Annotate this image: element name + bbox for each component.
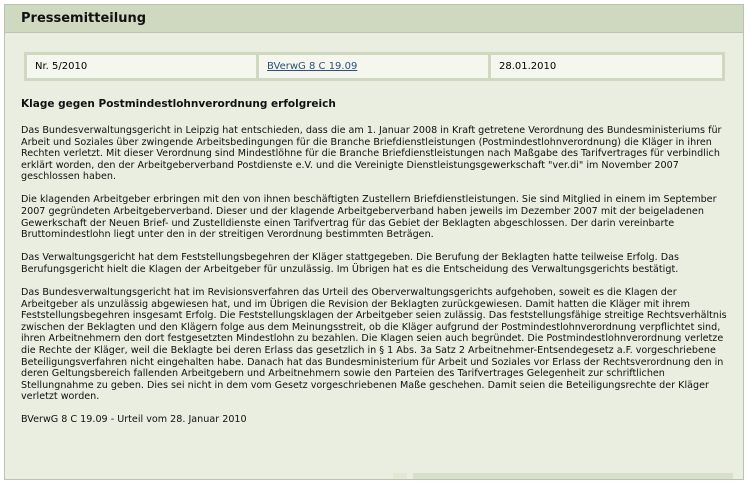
panel-content bbox=[5, 33, 743, 479]
panel-title: Pressemitteilung bbox=[5, 5, 743, 33]
case-number-link[interactable]: BVerwG 8 C 19.09 bbox=[267, 61, 358, 72]
article-paragraph: Das Bundesverwaltungsgericht hat im Revisionsverfahren das Urteil des Oberverwaltungsgerichts aufgehoben, soweit es die Klagen der Arbeitgeber als unzulässig abgewiesen hat, und im Übrigen die Revision der Beklagten zurückgewiesen. Damit hatten die Kläger mit ihrem Feststellungsbegehren insgesamt Erfolg. Die Feststellungsklagen der Arbeitgeber seien zulässig. Das feststellungsfähige streitige Rechtsverhältnis zwischen der Beklagten und den Klägern folge aus dem Meinungsstreit, ob die Kläger aufgrund der Postmindestlohnverordnung verpflichtet sind, ihren Arbeitnehmern den dort festgesetzten Mindestlohn zu bezahlen. Die Klagen seien auch begründet. Die Postmindestlohnverordnung verletze die Rechte der Kläger, weil die Beklagte bei deren Erlass das gesetzlich in § 1 Abs. 3a Satz 2 Arbeitnehmer-Entsendegesetz a.F. vorgeschriebene Beteiligungsverfahren nicht eingehalten habe. Danach hat das Bundesministerium für Arbeit und Soziales vor Erlass der Rechtsverordnung den in deren Geltungsbereich fallenden Arbeitgebern und Arbeitnehmern sowie den Parteien des Tarifvertrages Gelegenheit zur schriftlichen Stellungnahme zu geben. Dies sei nicht in dem vom Gesetz vorgeschriebenen Maße geschehen. Damit seien die Beteiligungsrechte der Kläger verletzt worden. bbox=[21, 287, 727, 403]
press-release-number: Nr. 5/2010 bbox=[27, 55, 256, 78]
case-reference: BVerwG 8 C 19.09 - Urteil vom 28. Januar 2010 bbox=[21, 414, 247, 426]
case-number-cell bbox=[259, 55, 488, 78]
article-headline: Klage gegen Postmindestlohnverordnung erfolgreich bbox=[21, 98, 336, 110]
bottom-decoration bbox=[413, 473, 733, 479]
article-paragraph: Das Verwaltungsgericht hat dem Feststellungsbegehren der Kläger stattgegeben. Die Berufung der Beklagten hatte teilweise Erfolg. Das Berufungsgericht hielt die Klagen der Arbeitgeber für unzulässig. Im Übrigen hat es die Entscheidung des Verwaltungsgerichts bestätigt. bbox=[21, 252, 679, 275]
article-paragraph: Die klagenden Arbeitgeber erbringen mit den von ihnen beschäftigten Zustellern Briefdienstleistungen. Sie sind Mitglied in einem im September 2007 gegründeten Arbeitgeberverband. Dieser und der klagende Arbeitgeberverband haben jeweils im Dezember 2007 mit der beigeladenen Gewerkschaft der Neuen Brief- und Zustelldienste einen Tarifvertrag für das Gebiet der Beklagten abgeschlossen. Der darin vereinbarte Bruttomindestlohn liegt unter den in der streitigen Verordnung bestimmten Beträgen. bbox=[21, 194, 717, 241]
release-date: 28.01.2010 bbox=[491, 55, 722, 78]
meta-row bbox=[24, 52, 725, 81]
bottom-decoration bbox=[393, 473, 407, 479]
article-paragraph: Das Bundesverwaltungsgericht in Leipzig hat entschieden, dass die am 1. Januar 2008 in Kraft getretene Verordnung des Bundesministeriums für Arbeit und Soziales über zwingende Arbeitsbedingungen für die Branche Briefdienstleistungen (Postmindestlohnverordnung) die Kläger in ihren Rechten verletzt. Mit dieser Verordnung sind Mindestlöhne für die Branche Briefdienstleistungen nach Maßgabe des Tarifvertrages für verbindlich erklärt worden, den der Arbeitgeberverband Postdienste e.V. und die Vereinigte Dienstleistungsgewerkschaft "ver.di" im November 2007 geschlossen haben. bbox=[21, 125, 722, 183]
article-body bbox=[21, 97, 727, 426]
press-release-panel bbox=[4, 4, 744, 480]
